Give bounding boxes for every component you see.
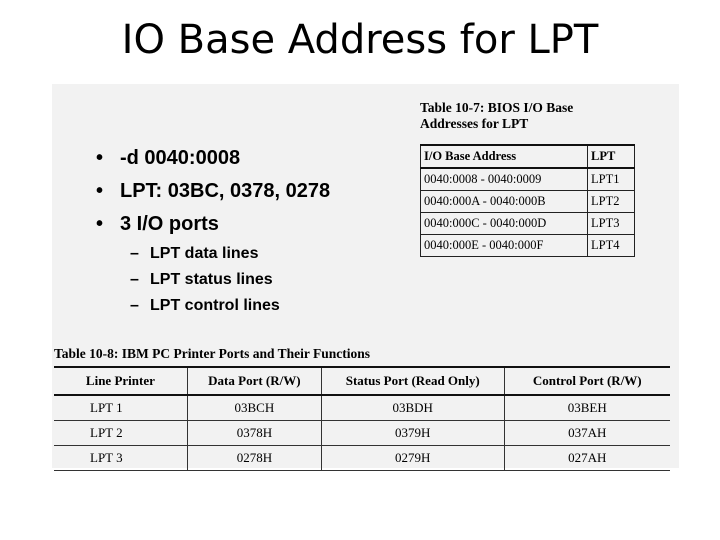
- column-header: Data Port (R/W): [187, 367, 321, 395]
- table-cell: 0279H: [321, 446, 504, 471]
- table-cell: 0040:000C - 0040:000D: [421, 213, 588, 235]
- column-header: LPT: [588, 145, 635, 168]
- table-cell: LPT3: [588, 213, 635, 235]
- table-10-7-caption: Table 10-7: BIOS I/O Base Addresses for LPT: [420, 100, 574, 131]
- column-header: I/O Base Address: [421, 145, 588, 168]
- table-row: [54, 446, 670, 471]
- table-cell: LPT 3: [54, 446, 187, 471]
- table-cell: 0378H: [187, 421, 321, 446]
- table-cell: 037AH: [504, 421, 670, 446]
- column-header: Line Printer: [54, 367, 187, 395]
- table-header-row: [54, 367, 670, 395]
- bullet-dot-icon: •: [96, 213, 104, 235]
- bullet-dot-icon: •: [96, 180, 104, 202]
- table-row: [421, 235, 635, 257]
- sub-bullet-text: LPT data lines: [150, 245, 259, 262]
- table-cell: LPT 2: [54, 421, 187, 446]
- bullet-list: [92, 142, 330, 319]
- sub-bullet-text: LPT status lines: [150, 271, 273, 288]
- sub-bullet-item: [92, 267, 330, 293]
- table-cell: 0379H: [321, 421, 504, 446]
- column-header: Control Port (R/W): [504, 367, 670, 395]
- bullet-text: LPT: 03BC, 0378, 0278: [120, 180, 331, 202]
- table-row: [421, 213, 635, 235]
- table-cell: 03BDH: [321, 395, 504, 421]
- column-header: Status Port (Read Only): [321, 367, 504, 395]
- table-cell: LPT2: [588, 191, 635, 213]
- table-cell: 0040:000A - 0040:000B: [421, 191, 588, 213]
- table-row: [54, 395, 670, 421]
- sub-bullet-text: LPT control lines: [150, 297, 280, 314]
- bullet-text: 3 I/O ports: [120, 213, 219, 235]
- table-header-row: [421, 145, 635, 168]
- table-cell: 03BEH: [504, 395, 670, 421]
- slide-title: IO Base Address for LPT: [121, 17, 599, 63]
- table-cell: LPT 1: [54, 395, 187, 421]
- bullet-text: -d 0040:0008: [120, 147, 241, 169]
- bios-io-base-table: [420, 144, 635, 257]
- bullet-item: [92, 142, 330, 175]
- bullet-item: [92, 175, 330, 208]
- sub-bullet-item: [92, 241, 330, 267]
- printer-ports-table: [54, 366, 670, 471]
- table-cell: 027AH: [504, 446, 670, 471]
- table-cell: 0040:0008 - 0040:0009: [421, 168, 588, 191]
- table-cell: LPT4: [588, 235, 635, 257]
- sub-bullet-item: [92, 293, 330, 319]
- dash-icon: –: [130, 245, 139, 262]
- table-cell: 0040:000E - 0040:000F: [421, 235, 588, 257]
- dash-icon: –: [130, 297, 139, 314]
- dash-icon: –: [130, 271, 139, 288]
- table-10-8-caption: Table 10-8: IBM PC Printer Ports and Their Functions: [54, 346, 371, 361]
- table-cell: LPT1: [588, 168, 635, 191]
- table-row: [421, 191, 635, 213]
- table-row: [54, 421, 670, 446]
- bullet-dot-icon: •: [96, 147, 104, 169]
- table-cell: 0278H: [187, 446, 321, 471]
- bullet-item: [92, 208, 330, 241]
- table-row: [421, 168, 635, 191]
- table-cell: 03BCH: [187, 395, 321, 421]
